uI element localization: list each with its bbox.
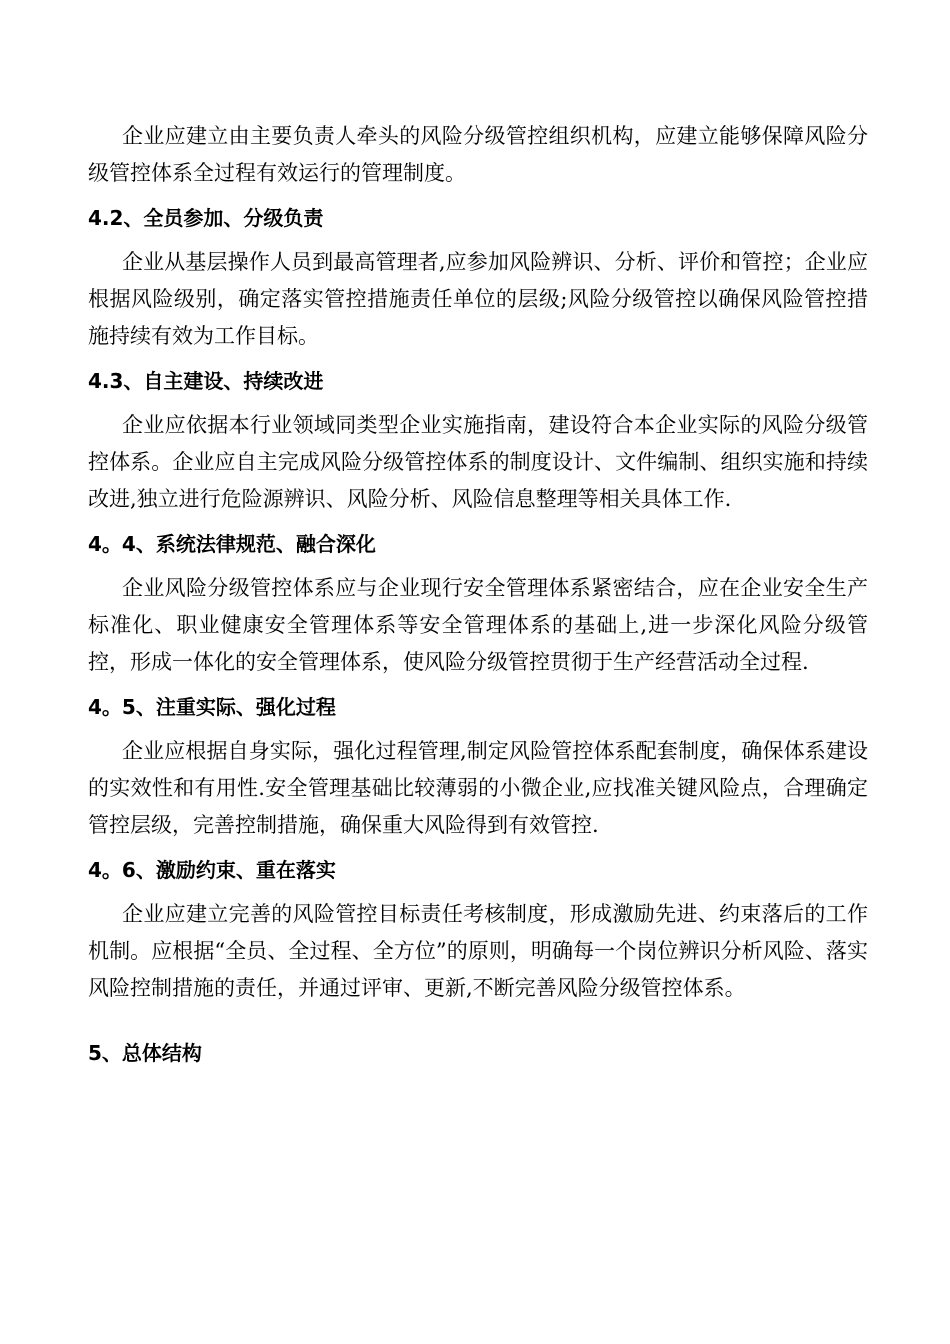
paragraph-system-integration: 企业风险分级管控体系应与企业现行安全管理体系紧密结合，应在企业安全生产标准化、职业健康安全管理体系等安全管理体系的基础上,进一步深化风险分级管控，形成一体化的安全管理体系，使风险分级管控贯彻于生产经营活动全过程. (88, 576, 868, 674)
paragraph-full-participation: 企业从基层操作人员到最高管理者,应参加风险辨识、分析、评价和管控；企业应根据风险级别，确定落实管控措施责任单位的层级;风险分级管控以确保风险管控措施持续有效为工作目标。 (88, 250, 868, 348)
section-heading-4-2: 4.2、全员参加、分级负责 (88, 206, 324, 230)
section-heading-4-4: 4。4、系统法律规范、融合深化 (88, 532, 376, 556)
section-heading-5: 5、总体结构 (88, 1041, 202, 1065)
paragraph-organization: 企业应建立由主要负责人牵头的风险分级管控组织机构，应建立能够保障风险分级管控体系全过程有效运行的管理制度。 (88, 124, 868, 185)
paragraph-self-construction: 企业应依据本行业领域同类型企业实施指南，建设符合本企业实际的风险分级管控体系。企业应自主完成风险分级管控体系的制度设计、文件编制、组织实施和持续改进,独立进行危险源辨识、风险分析、风险信息整理等相关具体工作. (88, 413, 868, 511)
paragraph-practical-process: 企业应根据自身实际，强化过程管理,制定风险管控体系配套制度，确保体系建设的实效性和有用性.安全管理基础比较薄弱的小微企业,应找准关键风险点，合理确定管控层级，完善控制措施，确保重大风险得到有效管控. (88, 739, 868, 837)
section-heading-4-6: 4。6、激励约束、重在落实 (88, 858, 336, 882)
document-page (88, 118, 868, 1079)
section-heading-4-3: 4.3、自主建设、持续改进 (88, 369, 324, 393)
section-heading-4-5: 4。5、注重实际、强化过程 (88, 695, 336, 719)
paragraph-incentive-constraint: 企业应建立完善的风险管控目标责任考核制度，形成激励先进、约束落后的工作机制。应根据“全员、全过程、全方位”的原则，明确每一个岗位辨识分析风险、落实风险控制措施的责任，并通过评审、更新,不断完善风险分级管控体系。 (88, 902, 868, 1000)
